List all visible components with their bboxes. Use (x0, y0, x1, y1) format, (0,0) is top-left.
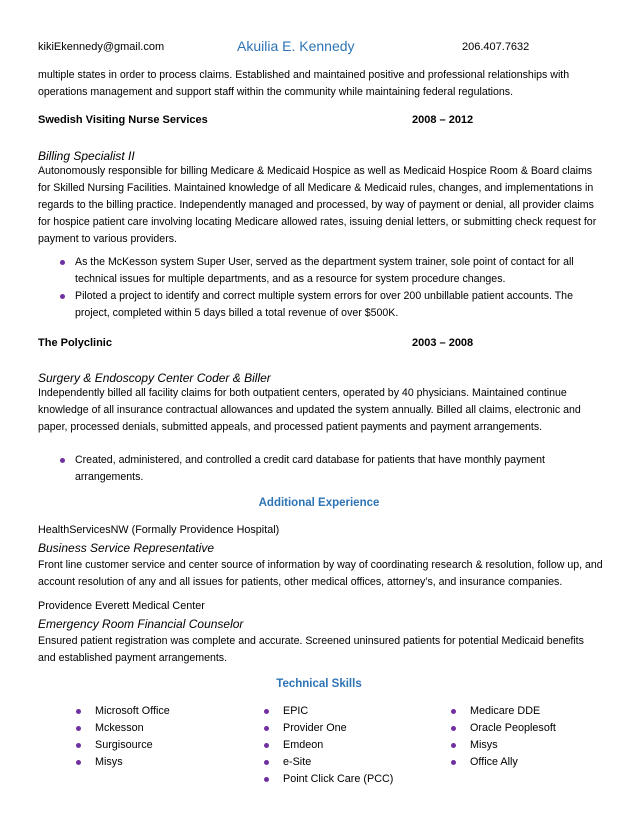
job-bullet-list (60, 254, 595, 322)
bullet-icon (264, 709, 269, 714)
bullet-icon (264, 726, 269, 731)
bullet-icon (60, 458, 65, 463)
list-item (264, 737, 393, 754)
skill-text: Emdeon (283, 739, 324, 751)
header-name: Akuilia E. Kennedy (237, 38, 355, 54)
skill-text: Office Ally (470, 756, 518, 768)
bullet-text: As the McKesson system Super User, served as the department system trainer, sole point of contact for all technical issues for multiple departments, and as a resource for system procedure changes. (75, 256, 574, 285)
header-email[interactable]: kikiEkennedy@gmail.com (38, 41, 165, 53)
bullet-icon (76, 760, 81, 765)
section-title-additional: Additional Experience (258, 497, 380, 509)
skills-column (76, 703, 170, 771)
skill-text: EPIC (283, 705, 309, 717)
additional-org: Providence Everett Medical Center (38, 600, 205, 612)
skill-text: Point Click Care (PCC) (283, 773, 394, 785)
bullet-icon (264, 743, 269, 748)
header-phone: 206.407.7632 (462, 41, 530, 53)
job-description: Autonomously responsible for billing Medicare & Medicaid Hospice as well as Medicaid Hospice Room & Board claims for Skilled Nursing Facilities. Maintained knowledge of all Medicare & Medicaid rules, changes, and implementations in regards to the billing practice. Independently managed and processed, by way of payment or denial, all provider claims for hospice patient care involving locating Medicare allowed rates, issuing denial letters, or submitting check request for payment to various providers. (38, 165, 597, 245)
job-dates: 2008 – 2012 (412, 114, 474, 126)
section-title-skills: Technical Skills (276, 678, 362, 690)
list-item (60, 288, 595, 322)
list-item (451, 737, 556, 754)
bullet-icon (76, 726, 81, 731)
intro-paragraph: multiple states in order to process claims. Established and maintained positive and professional relationships with operations management and support staff within the community while maintaining federal regulations. (38, 69, 570, 98)
skills-column (264, 703, 393, 788)
skill-text: Medicare DDE (470, 705, 541, 717)
list-item (60, 254, 595, 288)
bullet-icon (264, 760, 269, 765)
job-role: Billing Specialist II (38, 149, 135, 163)
additional-description: Ensured patient registration was complete and accurate. Screened uninsured patients for potential Medicaid benefits and established payment arrangements. (38, 635, 584, 664)
job-role: Surgery & Endoscopy Center Coder & Biller (38, 371, 271, 385)
skill-text: Mckesson (95, 722, 144, 734)
list-item (264, 771, 393, 788)
job-company: Swedish Visiting Nurse Services (38, 114, 208, 126)
list-item (264, 720, 393, 737)
bullet-text: Piloted a project to identify and correct multiple system errors for over 200 unbillable patient accounts. The project, completed within 5 days billed a total revenue of over $500K. (75, 290, 573, 319)
bullet-icon (451, 760, 456, 765)
list-item (451, 720, 556, 737)
list-item (264, 754, 393, 771)
list-item (451, 754, 556, 771)
list-item (60, 452, 595, 486)
additional-role: Emergency Room Financial Counselor (38, 617, 244, 631)
skill-text: Surgisource (95, 739, 153, 751)
list-item (451, 703, 556, 720)
list-item (76, 703, 170, 720)
job-dates: 2003 – 2008 (412, 337, 474, 349)
skills-column (451, 703, 556, 771)
bullet-icon (451, 743, 456, 748)
list-item (76, 737, 170, 754)
skill-text: e-Site (283, 756, 312, 768)
list-item (264, 703, 393, 720)
bullet-icon (451, 709, 456, 714)
skill-text: Provider One (283, 722, 347, 734)
skill-text: Misys (95, 756, 123, 768)
job-description: Independently billed all facility claims for both outpatient centers, operated by 40 physicians. Maintained continue knowledge of all insurance contractual allowances and updated the system annually. Billed all claims, electronic and paper, processed denials, submitted appeals, and processed patient payments and payment arrangements. (38, 387, 581, 433)
skill-text: Microsoft Office (95, 705, 170, 717)
bullet-text: Created, administered, and controlled a credit card database for patients that have monthly payment arrangements. (75, 454, 545, 483)
skill-text: Misys (470, 739, 498, 751)
bullet-icon (60, 260, 65, 265)
bullet-icon (76, 743, 81, 748)
additional-org: HealthServicesNW (Formally Providence Hospital) (38, 524, 280, 536)
bullet-icon (76, 709, 81, 714)
bullet-icon (60, 294, 65, 299)
job-bullet-list (60, 452, 595, 486)
job-company: The Polyclinic (38, 337, 112, 349)
bullet-icon (264, 777, 269, 782)
additional-role: Business Service Representative (38, 541, 215, 555)
skill-text: Oracle Peoplesoft (470, 722, 556, 734)
list-item (76, 754, 170, 771)
additional-description: Front line customer service and center source of information by way of coordinating research & resolution, follow up, and account resolution of any and all issues for patients, other medical offices, attorney’s, and insurance companies. (38, 559, 603, 588)
bullet-icon (451, 726, 456, 731)
list-item (76, 720, 170, 737)
